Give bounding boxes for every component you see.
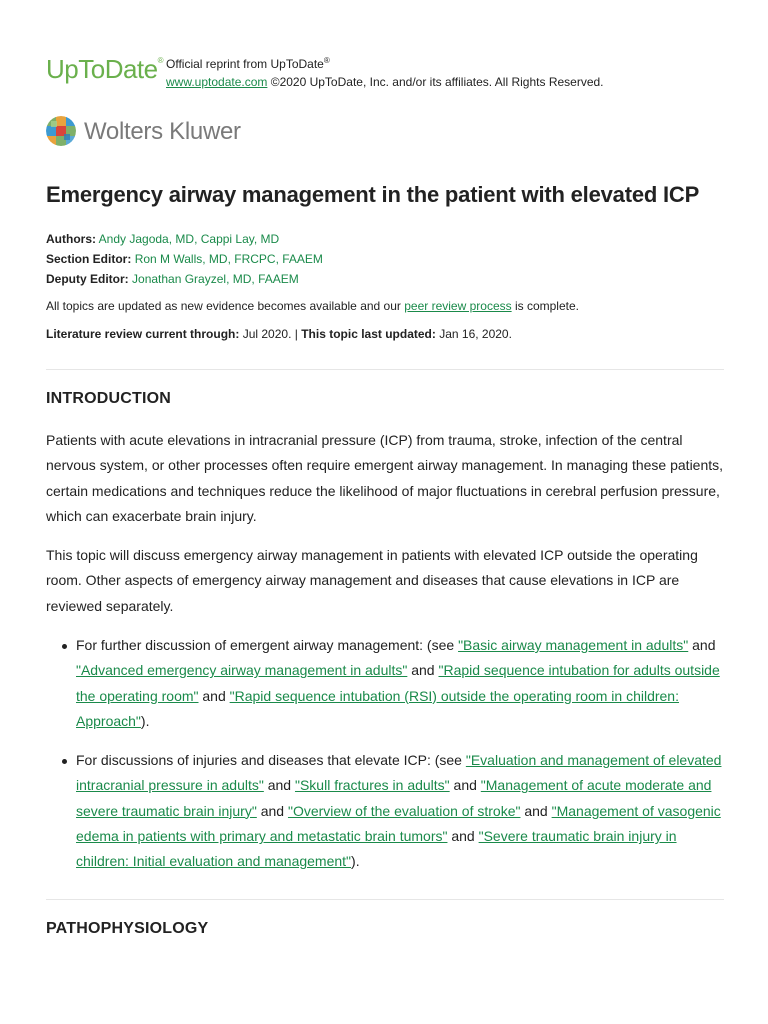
registered-mark: ® [323,56,330,65]
update-notice [46,297,579,315]
peer-review-link[interactable]: peer review process [404,299,512,313]
section-divider [46,369,724,370]
section-editor-row [46,249,323,269]
bullet-lead: For further discussion of emergent airway management: (see [76,637,459,653]
author-link[interactable]: Cappi Lay, MD [200,232,280,246]
link-separator: and [198,687,230,704]
updated-value: Jan 16, 2020. [435,327,512,341]
link-separator: and [256,802,288,819]
introduction-heading: INTRODUCTION [46,390,172,407]
link-separator: and [407,662,439,679]
topic-link[interactable]: "Overview of the evaluation of stroke" [287,802,521,819]
topic-link[interactable]: "Management of vasogenic edema in patients with primary and metastatic brain tumors" [76,802,721,845]
link-separator: and [447,828,479,845]
link-separator: and [688,637,716,653]
author-link[interactable]: Andy Jagoda, MD [98,232,195,246]
publisher-name: Wolters Kluwer [84,118,241,145]
literature-review-line [46,325,512,343]
introduction-paragraph: This topic will discuss emergency airway management in patients with elevated ICP outside the operating room. Other aspects of emergency airway management and diseases that cause elevations in ICP are reviewed separately. [46,547,698,614]
reprint-line: Official reprint from UpToDate [166,57,324,71]
deputy-editor-label: Deputy Editor: [46,272,129,286]
see-also-list [46,633,724,875]
notice-text: All topics are updated as new evidence becomes available and our [46,299,405,313]
article-title: Emergency airway management in the patient with elevated ICP [46,182,700,207]
topic-link[interactable]: "Rapid sequence intubation (RSI) outside the operating room in children: Approach" [76,687,679,729]
topic-link[interactable]: "Management of acute moderate and severe traumatic brain injury" [76,777,712,819]
introduction-paragraph: Patients with acute elevations in intracranial pressure (ICP) from trauma, stroke, infection of the central nervous system, or other processes often require emergent airway management. In managing these patients, certain medications and techniques reduce the likelihood of major fluctuations in cerebral perfusion pressure, which can exacerbate brain injury. [46,432,724,524]
litrev-value: Jul 2020. | [239,327,302,341]
topic-link[interactable]: "Severe traumatic brain injury in children: Initial evaluation and management" [76,828,677,870]
registered-mark: ® [157,56,164,65]
article-credits [46,229,323,289]
authors-label: Authors: [46,232,96,246]
reprint-header [46,52,724,92]
notice-text-end: is complete. [511,299,579,313]
wolters-kluwer-mosaic-icon [46,116,76,146]
topic-link[interactable]: "Basic airway management in adults" [458,637,689,653]
section-editor-link[interactable]: Ron M Walls, MD, FRCPC, FAAEM [134,252,323,266]
authors-row [46,229,323,249]
litrev-label: Literature review current through: [46,327,240,341]
link-separator: ). [140,712,150,729]
bullet-dot [62,644,67,649]
link-separator: ). [351,853,360,870]
deputy-editor-link[interactable]: Jonathan Grayzel, MD, FAAEM [132,272,299,286]
section-editor-label: Section Editor: [46,252,132,266]
uptodate-logo-text: UpToDate [46,54,158,84]
link-separator: and [449,777,481,794]
topic-link[interactable]: "Evaluation and management of elevated intracranial pressure in adults" [76,752,722,794]
topic-link[interactable]: "Advanced emergency airway management in adults" [76,662,408,679]
section-divider [46,899,724,900]
bullet-dot [62,759,67,764]
updated-label: This topic last updated: [301,327,436,341]
author-separator: , [194,232,201,246]
link-separator: and [263,777,295,794]
bullet-lead: For discussions of injuries and diseases that elevate ICP: (see [76,752,466,769]
topic-link[interactable]: "Rapid sequence intubation for adults outside the operating room" [76,662,720,704]
reprint-notice [166,52,604,91]
list-item [46,748,724,874]
deputy-editor-row [46,269,323,289]
uptodate-site-link[interactable]: www.uptodate.com [166,75,268,89]
uptodate-logo[interactable] [46,54,163,85]
pathophysiology-heading: PATHOPHYSIOLOGY [46,920,209,937]
link-separator: and [520,802,552,819]
copyright-text: ©2020 UpToDate, Inc. and/or its affiliates. All Rights Reserved. [267,75,604,89]
topic-link[interactable]: "Skull fractures in adults" [294,777,450,794]
list-item [46,633,724,734]
